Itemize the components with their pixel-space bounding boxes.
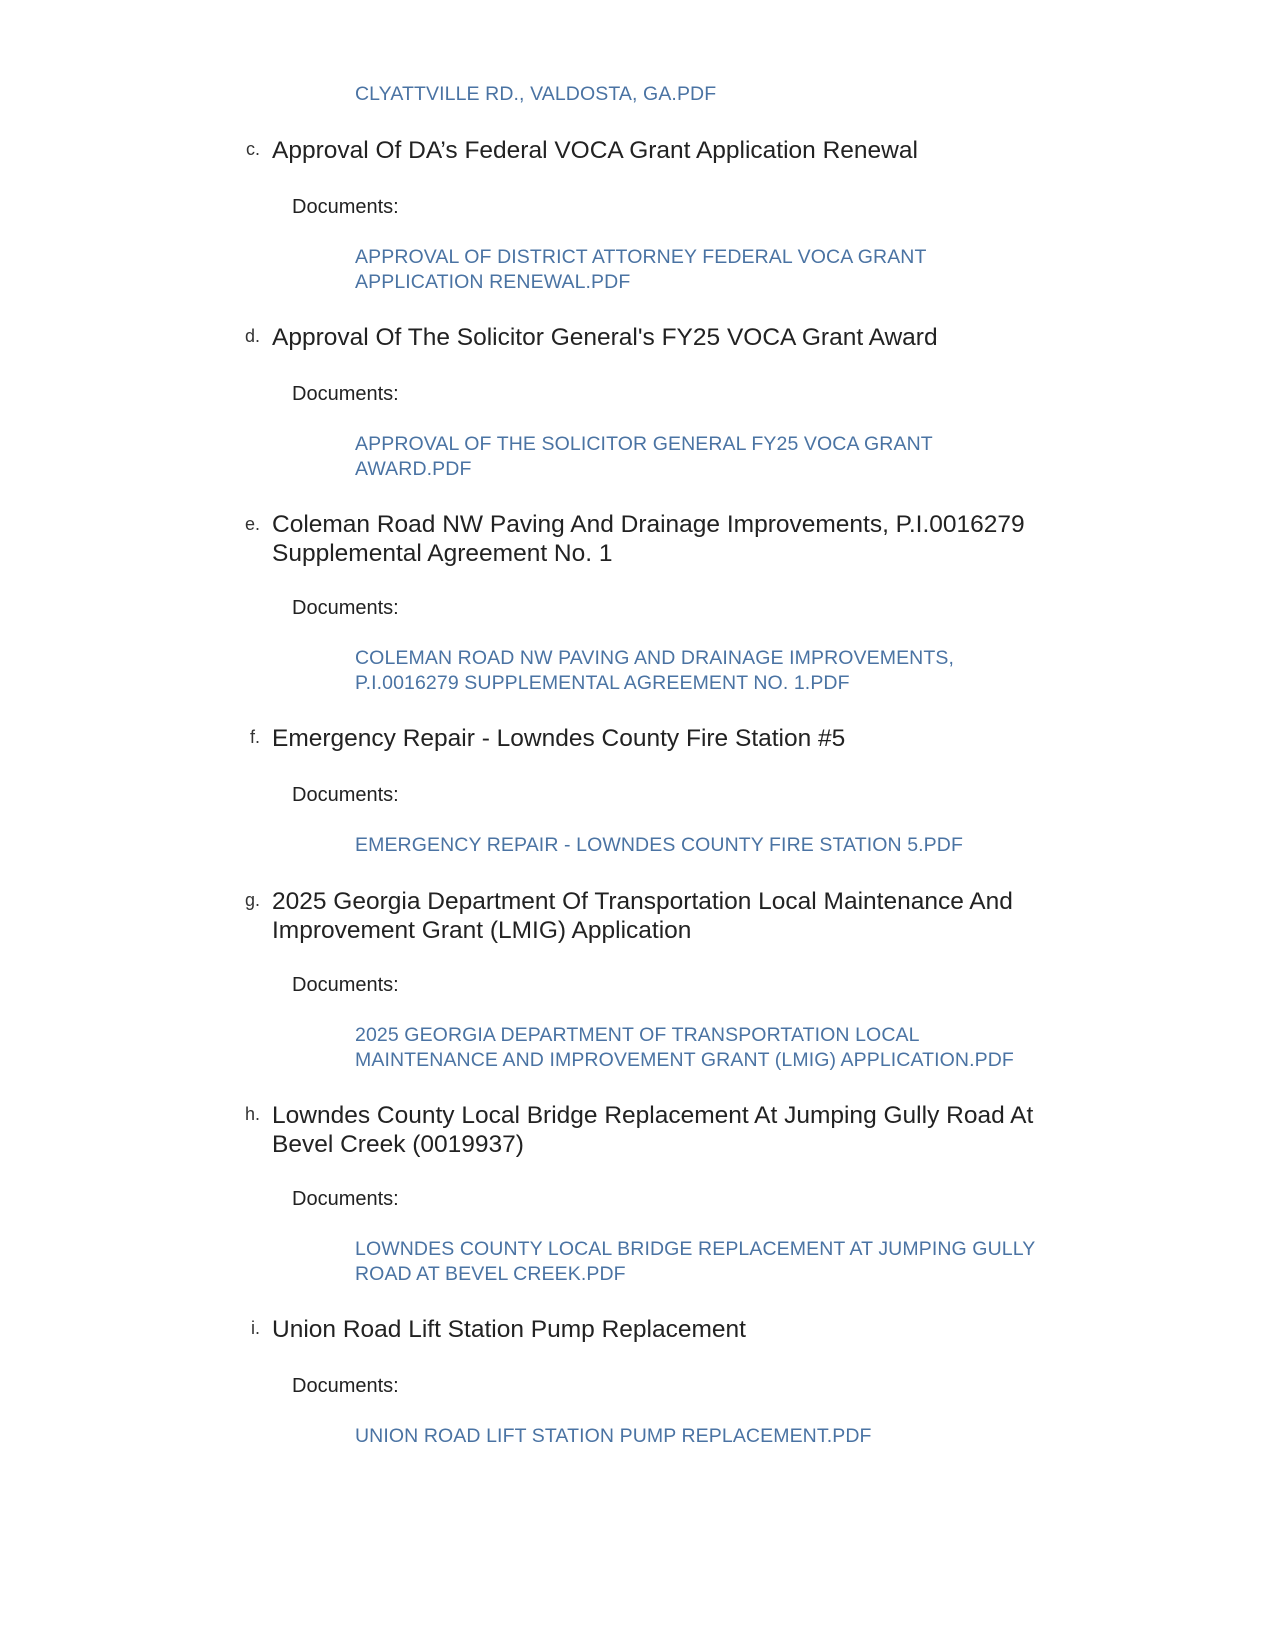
item-c-title: Approval Of DA’s Federal VOCA Grant Application Renewal (272, 137, 918, 164)
item-g-document-link[interactable]: 2025 GEORGIA DEPARTMENT OF TRANSPORTATION LOCAL MAINTENANCE AND IMPROVEMENT GRANT (LMIG) APPLICATION.PDF (355, 1024, 1014, 1071)
document-link-clyattville[interactable]: CLYATTVILLE RD., VALDOSTA, GA.PDF (355, 83, 717, 105)
item-e-marker: e. (244, 514, 260, 534)
item-g-marker: g. (244, 890, 260, 910)
item-h-document-link[interactable]: LOWNDES COUNTY LOCAL BRIDGE REPLACEMENT AT JUMPING GULLY ROAD AT BEVEL CREEK.PDF (355, 1238, 1036, 1285)
item-i-document-link[interactable]: UNION ROAD LIFT STATION PUMP REPLACEMENT.PDF (355, 1425, 872, 1447)
item-f-document-link[interactable]: EMERGENCY REPAIR - LOWNDES COUNTY FIRE STATION 5.PDF (355, 834, 963, 856)
item-h-marker: h. (244, 1104, 260, 1124)
item-h-documents-label: Documents: (292, 1188, 399, 1210)
item-c-marker: c. (245, 139, 260, 159)
item-f-marker: f. (249, 727, 260, 747)
item-c-documents-label: Documents: (292, 196, 399, 218)
item-e-title: Coleman Road NW Paving And Drainage Improvements, P.I.0016279 Supplemental Agreement No. 1 (272, 511, 1025, 567)
item-d-marker: d. (244, 326, 260, 346)
item-d-title: Approval Of The Solicitor General's FY25 VOCA Grant Award (272, 324, 938, 351)
item-i-marker: i. (251, 1318, 260, 1338)
item-d-document-link[interactable]: APPROVAL OF THE SOLICITOR GENERAL FY25 VOCA GRANT AWARD.PDF (355, 433, 933, 480)
item-e-document-link[interactable]: COLEMAN ROAD NW PAVING AND DRAINAGE IMPROVEMENTS, P.I.0016279 SUPPLEMENTAL AGREEMENT NO. 1.PDF (355, 647, 955, 694)
item-i-title: Union Road Lift Station Pump Replacement (272, 1316, 746, 1343)
item-i-documents-label: Documents: (292, 1375, 399, 1397)
item-h-title: Lowndes County Local Bridge Replacement At Jumping Gully Road At Bevel Creek (0019937) (272, 1102, 1034, 1158)
item-d-documents-label: Documents: (292, 383, 399, 405)
item-f-title: Emergency Repair - Lowndes County Fire Station #5 (272, 725, 846, 752)
item-g-title: 2025 Georgia Department Of Transportation Local Maintenance And Improvement Grant (LMIG) Application (272, 888, 1013, 944)
item-g-documents-label: Documents: (292, 974, 399, 996)
item-e-documents-label: Documents: (292, 597, 399, 619)
item-f-documents-label: Documents: (292, 784, 399, 806)
item-c-document-link[interactable]: APPROVAL OF DISTRICT ATTORNEY FEDERAL VOCA GRANT APPLICATION RENEWAL.PDF (355, 246, 927, 293)
